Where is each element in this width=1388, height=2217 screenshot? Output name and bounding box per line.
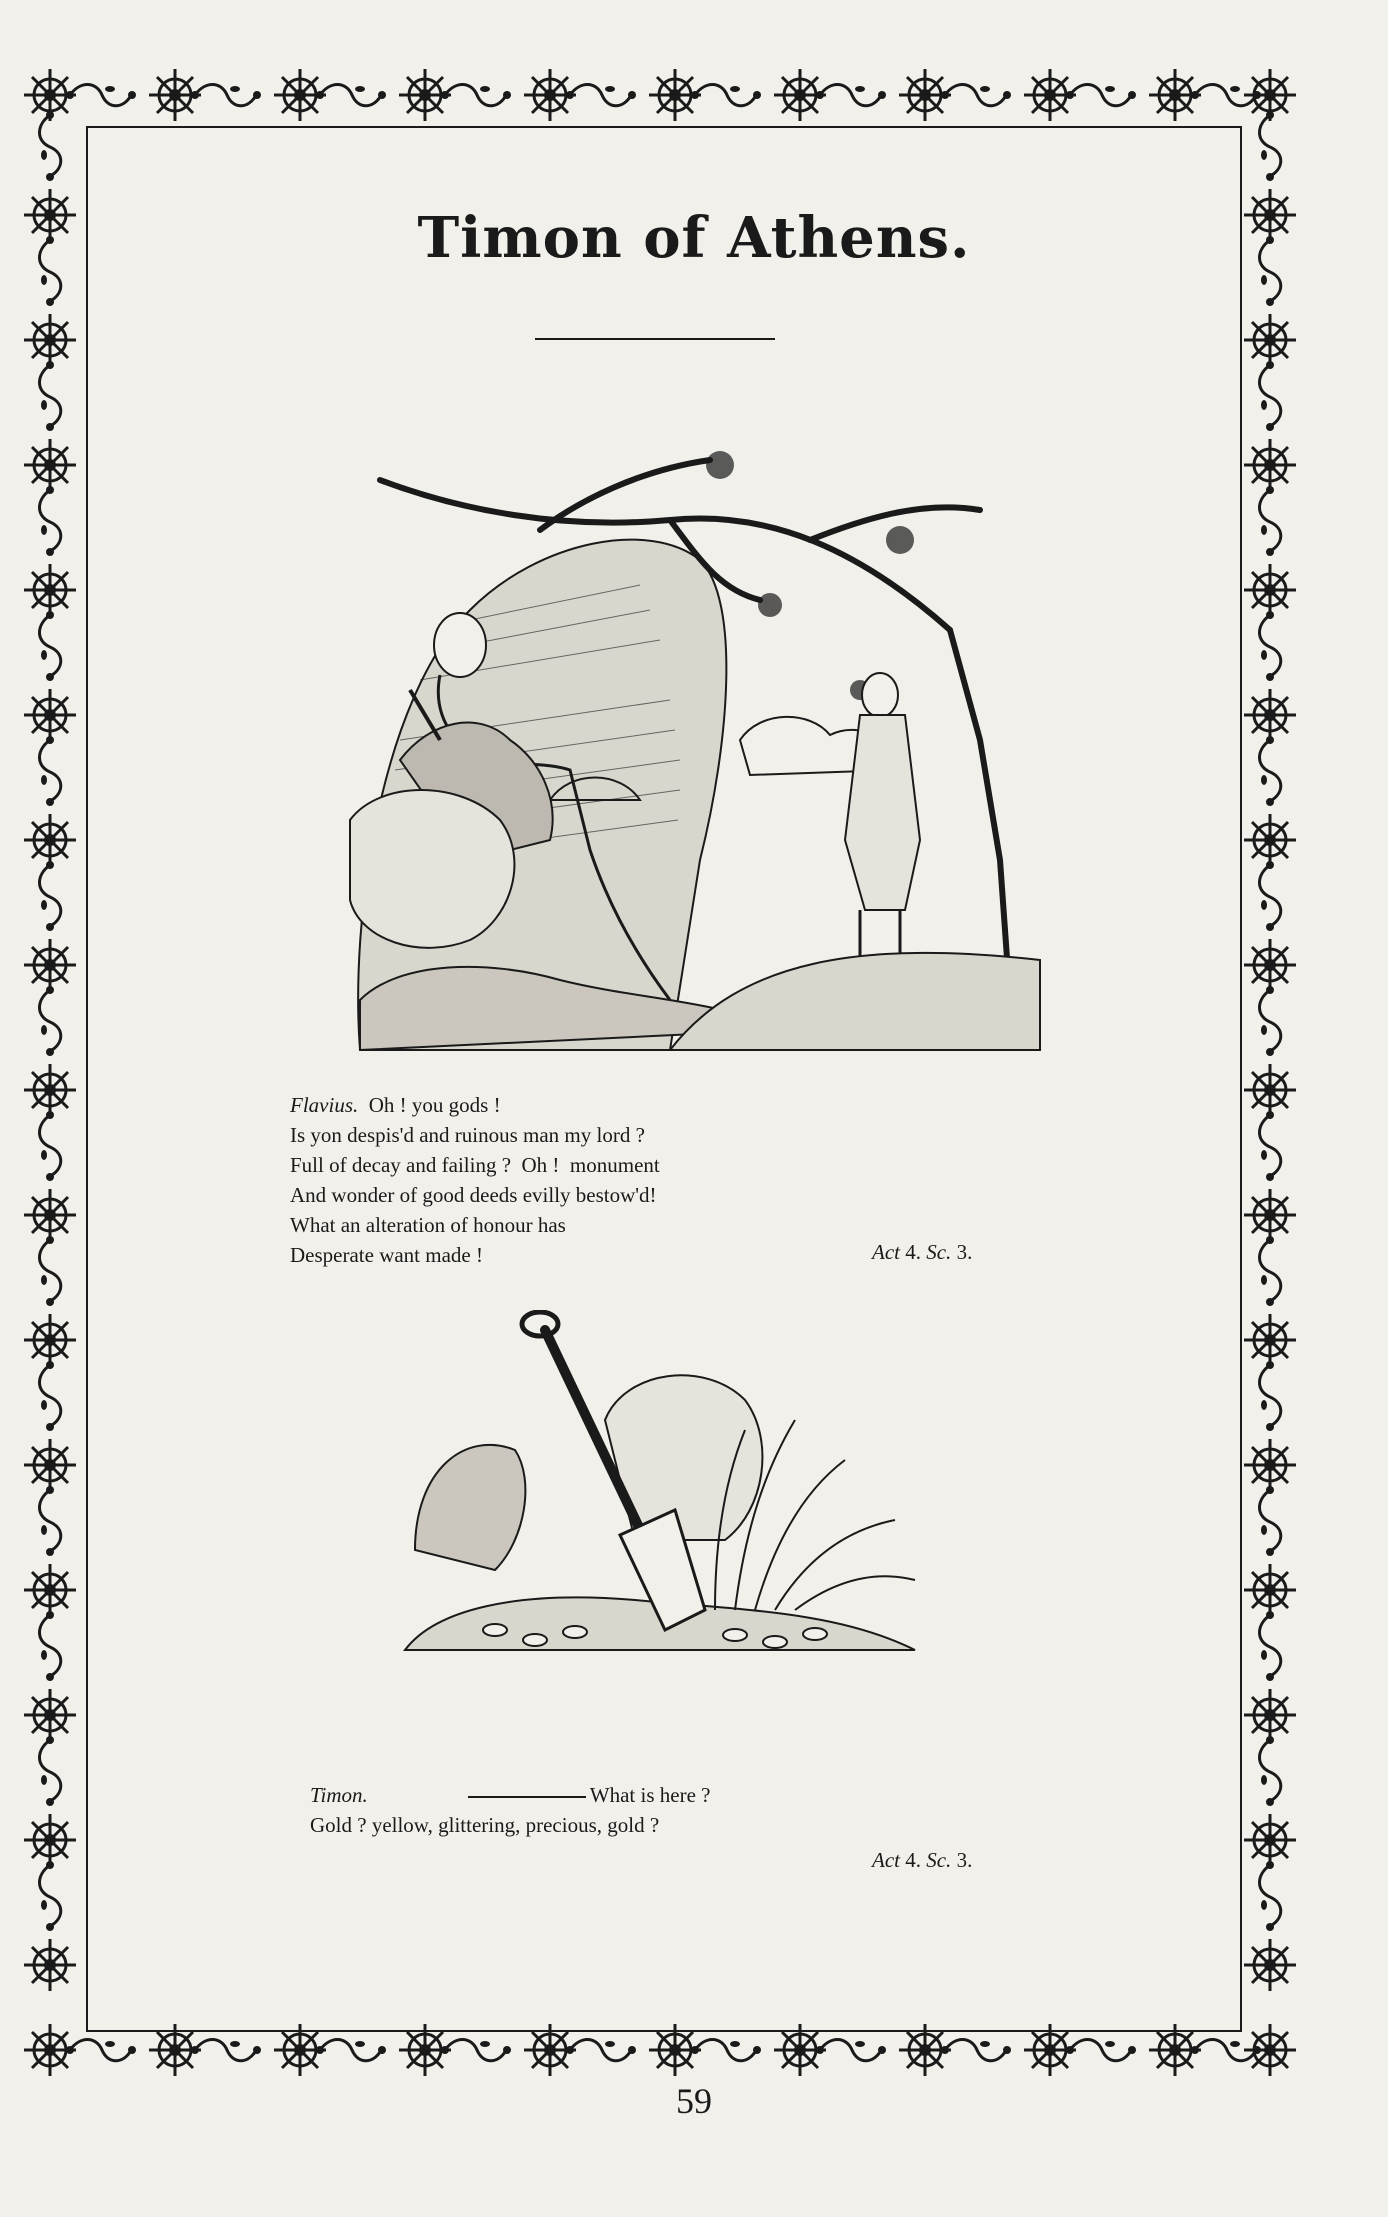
verse-line-1: Is yon despis'd and ruinous man my lord ?: [290, 1123, 645, 1147]
verse-line-5: Desperate want made !: [290, 1243, 483, 1267]
page-title: Timon of Athens.: [417, 205, 971, 271]
verse-timon: [310, 1780, 710, 1840]
timon-line-2: Gold ? yellow, glittering, precious, gold ?: [310, 1813, 660, 1837]
verse-flavius: [290, 1090, 660, 1270]
illustration-timon-and-flavius: [340, 440, 1060, 1060]
page-number: 59: [676, 2081, 712, 2121]
citation-1: Act 4. Sc. 3.: [872, 1240, 973, 1264]
verse-line-4: What an alteration of honour has: [290, 1213, 566, 1237]
title-rule: [535, 338, 775, 340]
speaker-timon: Timon.: [310, 1783, 368, 1807]
verse-line-2: Full of decay and failing ? Oh ! monument: [290, 1153, 660, 1177]
verse-line-3: And wonder of good deeds evilly bestow'd!: [290, 1183, 657, 1207]
verse-line-0: Oh ! you gods !: [368, 1093, 501, 1117]
speaker-flavius: Flavius.: [290, 1093, 359, 1117]
em-rule: [468, 1796, 586, 1798]
citation-2: Act 4. Sc. 3.: [872, 1848, 973, 1872]
illustration-spade: [375, 1310, 935, 1670]
inner-frame: [86, 126, 1242, 2032]
timon-line-1: What is here ?: [589, 1783, 711, 1807]
